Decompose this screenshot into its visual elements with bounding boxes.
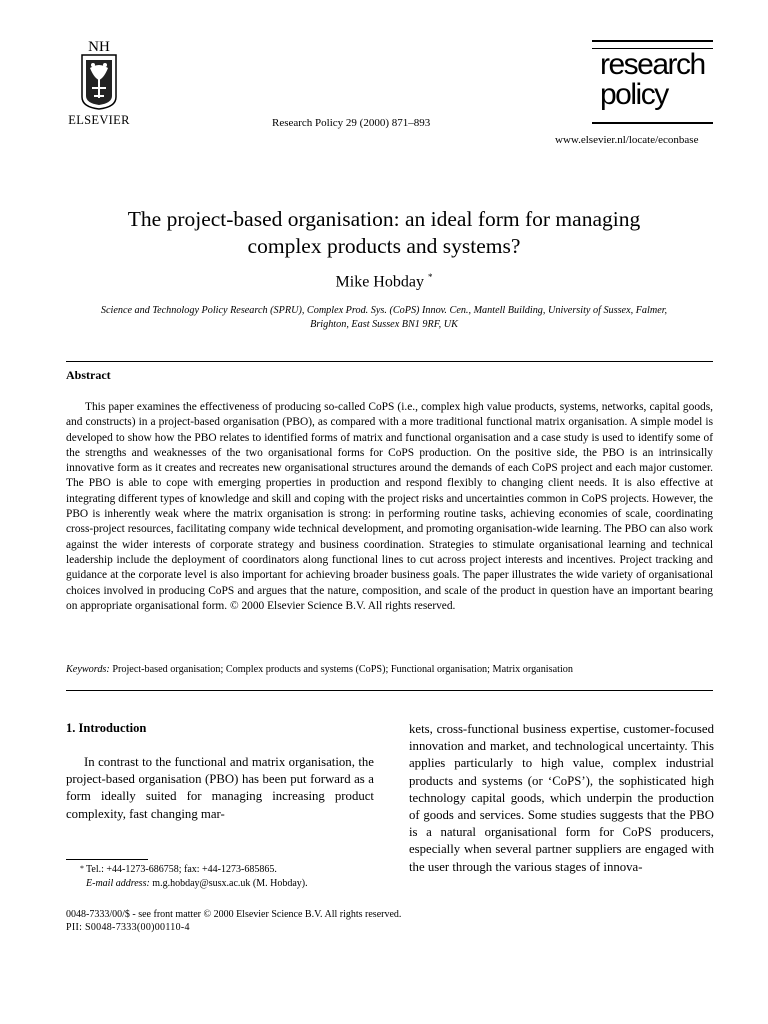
title-line: The project-based organisation: an ideal form for managing xyxy=(127,207,641,231)
keywords-list: Project-based organisation; Complex products and systems (CoPS); Functional organisation; Matrix organisation xyxy=(112,664,573,675)
footnote xyxy=(66,863,386,890)
research-policy-logo xyxy=(592,40,713,126)
footnote-email-line xyxy=(66,877,386,891)
title-line: complex products and systems? xyxy=(247,234,521,258)
logo-rule xyxy=(592,40,713,42)
journal-url[interactable]: www.elsevier.nl/locate/econbase xyxy=(555,134,699,146)
logo-rule xyxy=(592,122,713,124)
elsevier-nh-letters: NH xyxy=(88,39,110,55)
divider xyxy=(66,690,713,691)
keywords-label: Keywords: xyxy=(66,664,110,675)
body-text-right-column: kets, cross-functional business expertise, customer-focused innovation and market, and technological uncertainty. This applies particularly to high value, complex industrial products and systems (or ‘CoPS’), the sophisticated high technology capital goods, which underpin the production of goods and services. Some studies suggests that the PBO is a natural organisational form for CoPS producers, especially when several partner suppliers are engaged with the user through the various stages of innova- xyxy=(409,722,714,874)
copyright-notice: 0048-7333/00/$ - see front matter © 2000 Elsevier Science B.V. All rights reserved. xyxy=(66,909,402,920)
email-label: E-mail address: xyxy=(86,877,150,889)
email-address[interactable]: m.g.hobday@susx.ac.uk (M. Hobday). xyxy=(152,877,308,889)
divider xyxy=(66,361,713,362)
author-line xyxy=(60,272,708,291)
article-title xyxy=(60,206,708,260)
affiliation-line: Science and Technology Policy Research (SPRU), Complex Prod. Sys. (CoPS) Innov. Cen., Mantell Building, University of Sussex, Falmer, xyxy=(100,305,668,316)
pii-identifier: PII: S0048-7333(00)00110-4 xyxy=(66,922,190,933)
footnote-divider xyxy=(66,859,148,860)
logo-word-research: research xyxy=(600,48,705,81)
keywords xyxy=(66,664,713,675)
abstract-heading: Abstract xyxy=(66,368,111,382)
author-name: Mike Hobday xyxy=(335,273,424,291)
affiliation-line: Brighton, East Sussex BN1 9RF, UK xyxy=(310,319,458,330)
author-affiliation xyxy=(66,304,702,332)
elsevier-tree-icon xyxy=(74,38,124,112)
elsevier-logo xyxy=(68,38,130,128)
section-heading: 1. Introduction xyxy=(66,721,147,735)
footnote-mark: * xyxy=(80,864,84,873)
elsevier-name: ELSEVIER xyxy=(68,113,130,127)
abstract-text: This paper examines the effectiveness of producing so-called CoPS (i.e., complex high value products, systems, networks, capital goods, and constructs) in a project-based organisation (PBO), as compared with a more traditional functional matrix organisation. A simple model is developed to show how the PBO relates to identified forms of matrix and functional organisation and a case study is used to identify some of the strengths and weaknesses of the two organisational forms for CoPS production. On the positive side, the PBO is an intrinsically innovative form as it creates and recreates new organisational structures around the demands of each CoPS project and each major customer. The PBO is able to cope with emerging properties in production and respond flexibly to changing client needs. It is also effective at integrating different types of knowledge and skill and coping with the project risks and uncertainties common in CoPS projects. However, the PBO is inherently weak where the matrix organisation is strong: in performing routine tasks, achieving economies of scale, coordinating cross-project resources, facilitating company wide technical development, and promoting organisation-wide learning. The PBO can also work against the wider interests of corporate strategy and business coordination. Strategies to stimulate organisational learning and technical leadership include the deployment of coordinators along functional lines to cut across project interests and incentives. Project tracking and guidance at the corporate level is also important for achieving broader business goals. The paper illustrates the wide variety of organisational choices involved in producing CoPS and argues that the nature, composition, and scale of the product in question have an important bearing on appropriate organisational form. © 2000 Elsevier Science B.V. All rights reserved. xyxy=(66,401,713,612)
logo-word-policy: policy xyxy=(600,78,668,111)
footnote-contact: Tel.: +44-1273-686758; fax: +44-1273-685865. xyxy=(86,864,277,875)
journal-reference: Research Policy 29 (2000) 871–893 xyxy=(272,117,431,129)
author-footnote-mark[interactable]: * xyxy=(427,272,433,282)
body-text-left-column: In contrast to the functional and matrix organisation, the project-based organisation (PBO) has been put forward as a form ideally suited for managing increasing product complexity, fast changing mar- xyxy=(66,755,374,821)
